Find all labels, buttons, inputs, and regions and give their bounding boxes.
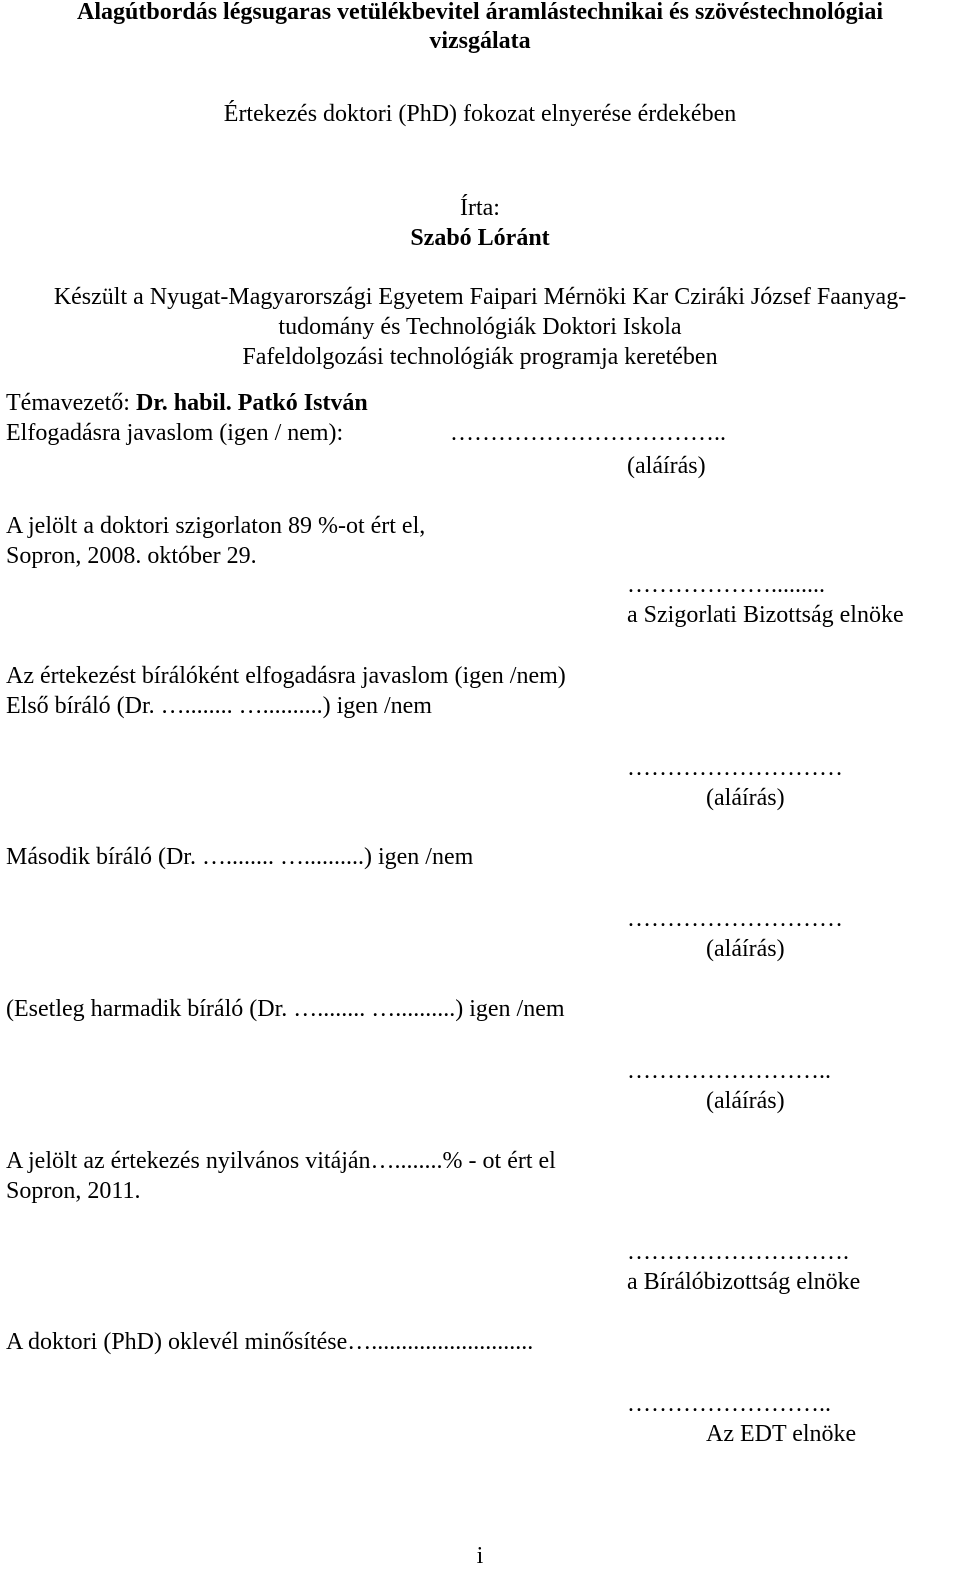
exam-date-text: Sopron, 2008. október 29. [6, 543, 257, 569]
accept-signature-dots: …………………………….. [450, 420, 726, 446]
title-line-1: Alagútbordás légsugaras vetülékbevitel áramlástechnikai és szövéstechnológiai [77, 0, 883, 25]
diploma-rating-text: A doktori (PhD) oklevél minősítése…........................... [6, 1329, 534, 1355]
author-name: Szabó Lóránt [410, 225, 550, 251]
accept-text: Elfogadásra javaslom (igen / nem): [6, 420, 344, 446]
page-number: i [476, 1543, 484, 1569]
first-reviewer-line: Első bíráló (Dr. …........ …..........) igen /nem [6, 693, 432, 719]
exam-signature-label: a Szigorlati Bizottság elnöke [627, 602, 904, 628]
defense-signature-label: a Bírálóbizottság elnöke [627, 1269, 861, 1295]
institution-line-1: Készült a Nyugat-Magyarországi Egyetem Faipari Mérnöki Kar Cziráki József Faanyag- [53, 284, 907, 310]
institution-line-3: Fafeldolgozási technológiák programja keretében [242, 344, 718, 370]
supervisor-label: Témavezető: [6, 390, 136, 416]
title-line-2: vizsgálata [429, 28, 531, 54]
institution-line-2: tudomány és Technológiák Doktori Iskola [278, 314, 682, 340]
third-reviewer-signature-label: (aláírás) [706, 1088, 785, 1114]
defense-result-text: A jelölt az értekezés nyilvános vitáján…........% - ot ért el [6, 1148, 556, 1174]
reviewers-intro: Az értekezést bírálóként elfogadásra javaslom (igen /nem) [6, 663, 566, 689]
first-reviewer-signature-dots: ……………………… [627, 755, 843, 781]
exam-result-text: A jelölt a doktori szigorlaton 89 %-ot ért el, [6, 513, 426, 539]
exam-signature-dots: ………………......... [627, 572, 825, 598]
edt-signature-label: Az EDT elnöke [706, 1421, 857, 1447]
second-reviewer-line: Második bíráló (Dr. …........ …..........) igen /nem [6, 844, 474, 870]
first-reviewer-signature-label: (aláírás) [706, 785, 785, 811]
supervisor-line [6, 388, 368, 418]
defense-date-text: Sopron, 2011. [6, 1178, 141, 1204]
accept-signature-label: (aláírás) [627, 453, 706, 479]
supervisor-name: Dr. habil. Patkó István [135, 390, 368, 416]
edt-signature-dots: …………………….. [627, 1391, 831, 1417]
defense-signature-dots: ………………………. [627, 1239, 849, 1265]
third-reviewer-signature-dots: …………………….. [627, 1058, 831, 1084]
second-reviewer-signature-dots: ……………………… [627, 906, 843, 932]
subtitle: Értekezés doktori (PhD) fokozat elnyerése érdekében [223, 101, 737, 127]
third-reviewer-line: (Esetleg harmadik bíráló (Dr. …........ …..........) igen /nem [6, 996, 565, 1022]
second-reviewer-signature-label: (aláírás) [706, 936, 785, 962]
author-label: Írta: [460, 195, 500, 221]
